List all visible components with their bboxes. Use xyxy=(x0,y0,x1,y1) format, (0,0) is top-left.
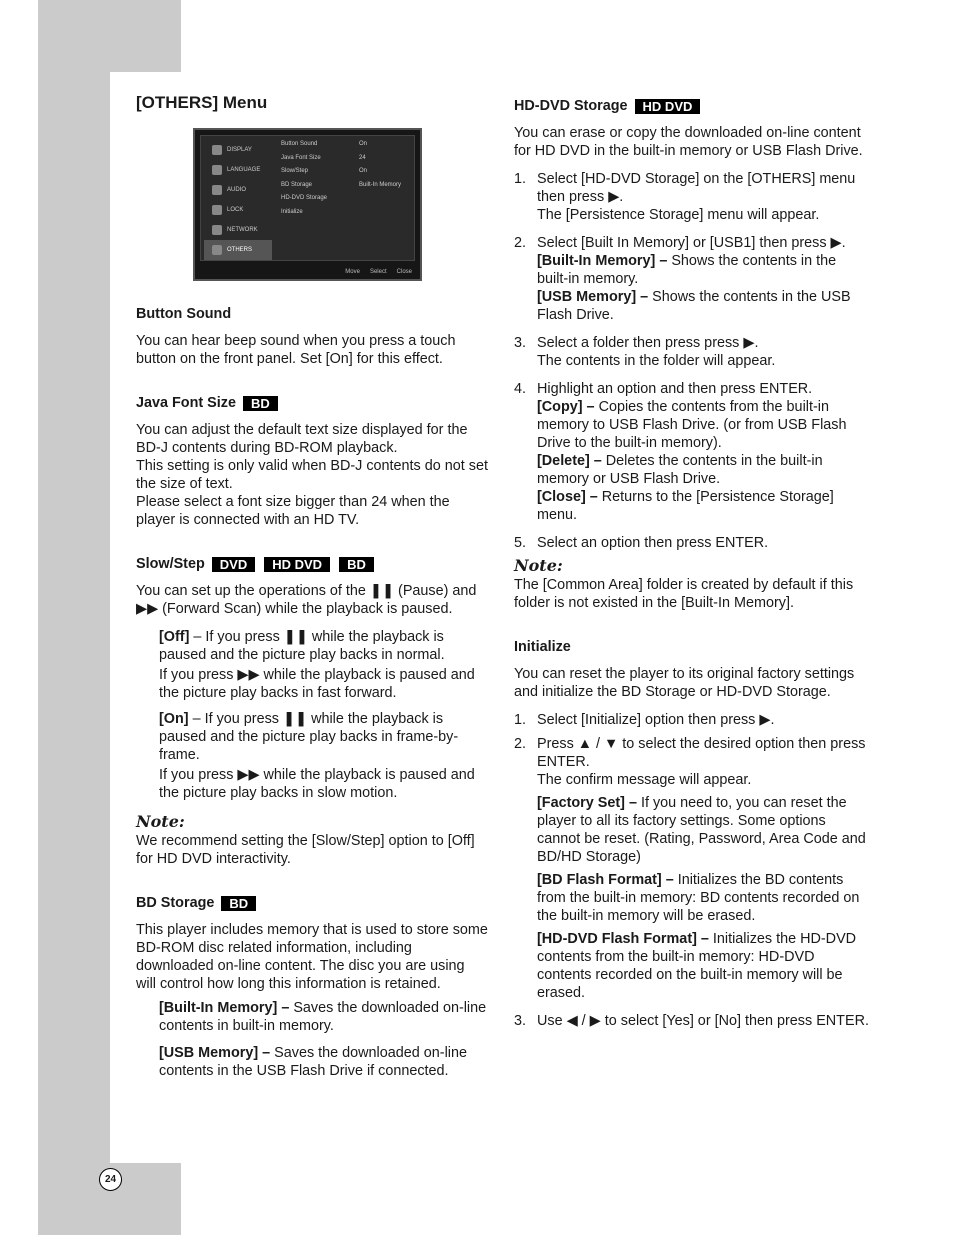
left-arrow-icon: ◀ xyxy=(566,1013,578,1029)
bd-badge: BD xyxy=(243,396,278,411)
bd-badge: BD xyxy=(339,557,374,572)
dvd-badge: DVD xyxy=(212,557,255,572)
forward-scan-icon: ▶▶ xyxy=(237,767,260,783)
button-sound-heading: Button Sound xyxy=(136,306,232,322)
forward-scan-icon: ▶▶ xyxy=(237,667,260,683)
osd-value: On xyxy=(359,168,368,174)
slow-step-off: [Off] – If you press ❚❚ while the playback is paused and the picture play backs in normal. If you press ▶▶ while the playback is paused and the picture play backs in fast forward. xyxy=(159,629,475,701)
pause-icon: ❚❚ xyxy=(283,629,308,645)
display-icon xyxy=(212,145,222,155)
java-font-heading: Java Font Size BD xyxy=(136,394,488,412)
osd-category-language: LANGUAGE xyxy=(204,160,272,180)
bd-storage-usb: [USB Memory] – Saves the downloaded on-line contents in the USB Flash Drive if connected. xyxy=(159,1045,467,1079)
list-item: 5. Select an option then press ENTER. xyxy=(514,535,769,551)
bd-storage-heading: BD Storage BD xyxy=(136,894,488,912)
initialize-intro: You can reset the player to its original factory settings and initialize the BD Storage or HD-DVD Storage. xyxy=(514,666,855,700)
language-icon xyxy=(212,165,222,175)
bd-storage-text: This player includes memory that is used to store some BD-ROM disc related information, including downloaded on-line content. The disc you are using will control how long this information is retained. xyxy=(136,922,488,992)
right-column xyxy=(514,97,870,1040)
hd-dvd-storage-intro: You can erase or copy the downloaded on-line content for HD DVD in the built-in memory or USB Flash Drive. xyxy=(514,125,863,159)
osd-item: Slow/Step xyxy=(281,168,309,174)
note-text: We recommend setting the [Slow/Step] option to [Off] for HD DVD interactivity. xyxy=(136,833,475,867)
hd-dvd-badge: HD DVD xyxy=(635,99,701,114)
hd-dvd-steps xyxy=(514,170,870,552)
audio-icon xyxy=(212,185,222,195)
initialize-heading: Initialize xyxy=(514,639,571,655)
right-arrow-icon: ▶ xyxy=(608,189,620,205)
osd-value: 24 xyxy=(359,154,366,161)
osd-item: HD-DVD Storage xyxy=(281,195,328,201)
java-font-text: You can adjust the default text size displayed for the BD-J contents during BD-ROM playback. This setting is only valid when BD-J contents do not set the size of text. Please select a font size bigger than 24 when the player is connected with an HD TV. xyxy=(136,422,488,528)
osd-footer-move: Move xyxy=(345,269,360,275)
osd-footer xyxy=(195,268,412,276)
osd-value: On xyxy=(359,141,368,147)
note-heading: Note: xyxy=(514,556,563,575)
osd-value: Built-In Memory xyxy=(359,181,402,188)
page-margin-top xyxy=(38,0,181,72)
osd-item: Java Font Size xyxy=(281,154,321,161)
others-menu-screenshot xyxy=(193,128,422,281)
page-title: [OTHERS] Menu xyxy=(136,93,268,112)
right-arrow-icon: ▶ xyxy=(759,712,771,728)
pause-icon: ❚❚ xyxy=(369,583,395,599)
osd-footer-close: Close xyxy=(396,269,412,275)
bd-badge: BD xyxy=(221,896,256,911)
initialize-steps xyxy=(514,711,870,1030)
note-text: The [Common Area] folder is created by default if this folder is not existed in the [Built-In Memory]. xyxy=(514,577,854,611)
left-column xyxy=(136,92,488,1080)
note-heading: Note: xyxy=(136,812,185,831)
network-icon xyxy=(212,225,222,235)
button-sound-text: You can hear beep sound when you press a touch button on the front panel. Set [On] for this effect. xyxy=(136,333,456,367)
osd-item: Initialize xyxy=(281,208,303,215)
slow-step-heading: Slow/Step DVD HD DVD BD xyxy=(136,555,488,573)
slow-step-intro: You can set up the operations of the ❚❚ (Pause) and ▶▶ (Forward Scan) while the playback is paused. xyxy=(136,583,477,617)
right-arrow-icon: ▶ xyxy=(589,1013,601,1029)
page-number: 24 xyxy=(99,1168,122,1191)
osd-category-audio: AUDIO xyxy=(204,180,272,200)
list-item: 2. Select [Built In Memory] or [USB1] then press ▶. [Built-In Memory] – Shows the contents in the built-in memory. [USB Memory] – Shows the contents in the USB Flash Drive. xyxy=(514,235,851,323)
list-item: 3. Select a folder then press press ▶. The contents in the folder will appear. xyxy=(514,335,776,369)
list-item: 1. Select [HD-DVD Storage] on the [OTHERS] menu then press ▶. The [Persistence Storage] menu will appear. xyxy=(514,171,856,223)
hd-dvd-badge: HD DVD xyxy=(264,557,330,572)
osd-panel xyxy=(200,135,415,261)
list-item: 2. Press ▲ / ▼ to select the desired option then press ENTER. The confirm message will appear. [Factory Set] – If you need to, you can reset the player to all its factory settings. Some options cannot be reset. (Rating, Password, Area Code and BD/HD Storage) [BD Flash Format] – Initializes the BD contents from the built-in memory: BD contents recorded on the built-in memory will be erased. [HD-DVD Flash Format] – Initializes the HD-DVD contents from the built-in memory: HD-DVD contents recorded on the built-in memory will be erased. xyxy=(514,736,866,1001)
osd-category-others: OTHERS xyxy=(204,240,272,260)
list-item: 4. Highlight an option and then press ENTER. [Copy] – Copies the contents from the built-in memory to USB Flash Drive. (or from USB Flash Drive to the built-in memory). [Delete] – Deletes the contents in the built-in memory or USB Flash Drive. [Close] – Returns to the [Persistence Storage] menu. xyxy=(514,381,847,523)
osd-category-network: NETWORK xyxy=(204,220,272,240)
down-arrow-icon: ▼ xyxy=(604,736,619,752)
osd-item: BD Storage xyxy=(281,181,313,188)
list-item: 1. Select [Initialize] option then press ▶. xyxy=(514,712,775,728)
right-arrow-icon: ▶ xyxy=(830,235,842,251)
forward-scan-icon: ▶▶ xyxy=(136,601,159,617)
osd-items xyxy=(281,140,341,221)
hd-dvd-storage-heading: HD-DVD Storage HD DVD xyxy=(514,97,870,115)
osd-values xyxy=(359,140,429,194)
slow-step-on: [On] – If you press ❚❚ while the playback is paused and the picture play backs in frame-by-frame. If you press ▶▶ while the playback is paused and the picture play backs in slow motion. xyxy=(159,711,475,801)
osd-category-display: DISPLAY xyxy=(204,140,272,160)
osd-categories xyxy=(204,140,272,260)
right-arrow-icon: ▶ xyxy=(743,335,755,351)
page-margin-left xyxy=(38,72,110,1235)
bd-storage-builtin: [Built-In Memory] – Saves the downloaded on-line contents in built-in memory. xyxy=(159,1000,487,1034)
list-item: 3. Use ◀ / ▶ to select [Yes] or [No] then press ENTER. xyxy=(514,1013,869,1029)
pause-icon: ❚❚ xyxy=(282,711,308,727)
osd-footer-select: Select xyxy=(369,269,387,275)
lock-icon xyxy=(212,205,222,215)
osd-item: Button Sound xyxy=(281,141,318,147)
others-icon xyxy=(212,245,222,255)
up-arrow-icon: ▲ xyxy=(577,736,593,752)
osd-category-lock: LOCK xyxy=(204,200,272,220)
